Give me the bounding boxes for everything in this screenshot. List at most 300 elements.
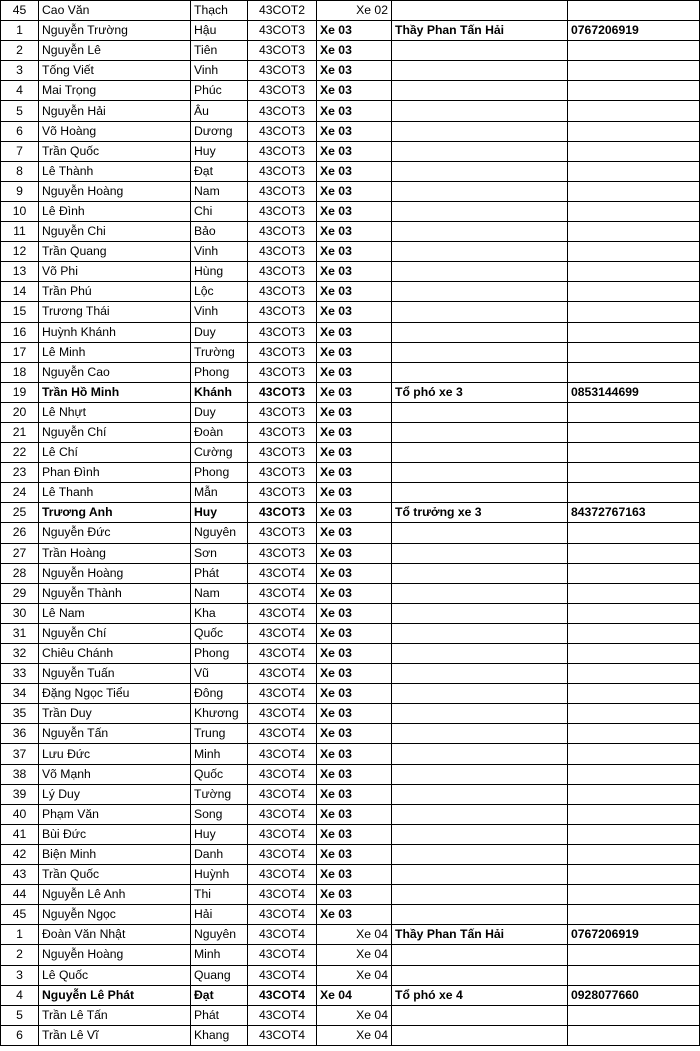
table-row [1,201,700,221]
given-name-cell: Vinh [191,242,248,262]
table-row [1,21,700,41]
phone-cell [568,41,700,61]
table-row [1,523,700,543]
surname-cell: Nguyễn Chi [39,222,191,242]
phone-cell [568,523,700,543]
role-cell [392,684,568,704]
role-cell [392,905,568,925]
row-number-cell: 19 [1,382,39,402]
table-row [1,61,700,81]
bus-cell: Xe 03 [317,523,392,543]
row-number-cell: 27 [1,543,39,563]
role-cell [392,422,568,442]
row-number-cell: 12 [1,242,39,262]
phone-cell [568,242,700,262]
bus-cell: Xe 03 [317,181,392,201]
class-cell: 43COT4 [248,905,317,925]
class-cell: 43COT3 [248,302,317,322]
table-row [1,483,700,503]
given-name-cell: Nguyên [191,523,248,543]
phone-cell [568,1025,700,1045]
phone-cell [568,222,700,242]
role-cell [392,181,568,201]
role-cell [392,81,568,101]
bus-cell: Xe 03 [317,121,392,141]
phone-cell [568,463,700,483]
row-number-cell: 39 [1,784,39,804]
class-cell: 43COT3 [248,262,317,282]
class-cell: 43COT4 [248,644,317,664]
table-row [1,181,700,201]
class-cell: 43COT3 [248,463,317,483]
given-name-cell: Huỳnh [191,865,248,885]
row-number-cell: 5 [1,1005,39,1025]
class-cell: 43COT3 [248,101,317,121]
row-number-cell: 2 [1,41,39,61]
given-name-cell: Phát [191,563,248,583]
row-number-cell: 18 [1,362,39,382]
class-cell: 43COT3 [248,61,317,81]
given-name-cell: Trường [191,342,248,362]
phone-cell [568,362,700,382]
bus-cell: Xe 03 [317,41,392,61]
given-name-cell: Duy [191,402,248,422]
given-name-cell: Huy [191,824,248,844]
class-cell: 43COT4 [248,684,317,704]
surname-cell: Lưu Đức [39,744,191,764]
given-name-cell: Khánh [191,382,248,402]
bus-cell: Xe 03 [317,21,392,41]
phone-cell: 0853144699 [568,382,700,402]
bus-cell: Xe 03 [317,302,392,322]
table-row [1,41,700,61]
surname-cell: Nguyễn Thành [39,583,191,603]
bus-cell: Xe 03 [317,684,392,704]
given-name-cell: Lộc [191,282,248,302]
class-cell: 43COT3 [248,181,317,201]
bus-cell: Xe 03 [317,503,392,523]
surname-cell: Nguyễn Cao [39,362,191,382]
row-number-cell: 3 [1,61,39,81]
surname-cell: Lê Thành [39,161,191,181]
bus-cell: Xe 03 [317,905,392,925]
role-cell [392,121,568,141]
bus-cell: Xe 04 [317,965,392,985]
row-number-cell: 15 [1,302,39,322]
row-number-cell: 43 [1,865,39,885]
surname-cell: Lê Thanh [39,483,191,503]
phone-cell [568,563,700,583]
given-name-cell: Quốc [191,623,248,643]
surname-cell: Nguyễn Lê [39,41,191,61]
row-number-cell: 29 [1,583,39,603]
role-cell [392,523,568,543]
row-number-cell: 17 [1,342,39,362]
bus-cell: Xe 03 [317,262,392,282]
phone-cell: 0767206919 [568,925,700,945]
role-cell [392,844,568,864]
class-cell: 43COT4 [248,744,317,764]
table-row [1,1025,700,1045]
role-cell: Tổ trưởng xe 3 [392,503,568,523]
surname-cell: Phan Đình [39,463,191,483]
bus-cell: Xe 03 [317,865,392,885]
class-cell: 43COT3 [248,21,317,41]
row-number-cell: 45 [1,1,39,21]
row-number-cell: 41 [1,824,39,844]
table-row [1,81,700,101]
phone-cell [568,724,700,744]
class-cell: 43COT4 [248,844,317,864]
surname-cell: Nguyễn Ngọc [39,905,191,925]
role-cell [392,402,568,422]
given-name-cell: Phát [191,1005,248,1025]
bus-cell: Xe 03 [317,744,392,764]
table-body [1,1,700,1046]
class-cell: 43COT4 [248,784,317,804]
bus-cell: Xe 04 [317,1005,392,1025]
role-cell [392,885,568,905]
surname-cell: Mai Trọng [39,81,191,101]
given-name-cell: Phong [191,644,248,664]
class-cell: 43COT4 [248,925,317,945]
row-number-cell: 7 [1,141,39,161]
table-row [1,362,700,382]
table-row [1,925,700,945]
table-row [1,985,700,1005]
phone-cell [568,664,700,684]
given-name-cell: Nam [191,181,248,201]
bus-cell: Xe 03 [317,623,392,643]
phone-cell [568,784,700,804]
role-cell: Tổ phó xe 4 [392,985,568,1005]
class-cell: 43COT4 [248,664,317,684]
surname-cell: Trần Hồ Minh [39,382,191,402]
bus-cell: Xe 04 [317,945,392,965]
role-cell [392,201,568,221]
class-cell: 43COT3 [248,322,317,342]
role-cell [392,342,568,362]
bus-cell: Xe 03 [317,483,392,503]
class-cell: 43COT2 [248,1,317,21]
class-cell: 43COT4 [248,1025,317,1045]
table-row [1,222,700,242]
given-name-cell: Kha [191,603,248,623]
surname-cell: Lý Duy [39,784,191,804]
table-row [1,784,700,804]
given-name-cell: Quốc [191,764,248,784]
phone-cell [568,121,700,141]
phone-cell [568,201,700,221]
surname-cell: Trần Phú [39,282,191,302]
surname-cell: Trần Duy [39,704,191,724]
row-number-cell: 37 [1,744,39,764]
phone-cell [568,543,700,563]
surname-cell: Huỳnh Khánh [39,322,191,342]
row-number-cell: 9 [1,181,39,201]
role-cell: Thầy Phan Tấn Hải [392,925,568,945]
bus-cell: Xe 03 [317,764,392,784]
row-number-cell: 3 [1,965,39,985]
row-number-cell: 31 [1,623,39,643]
role-cell [392,483,568,503]
surname-cell: Phạm Văn [39,804,191,824]
phone-cell [568,824,700,844]
table-row [1,905,700,925]
surname-cell: Nguyễn Chí [39,623,191,643]
class-cell: 43COT3 [248,342,317,362]
bus-cell: Xe 03 [317,362,392,382]
class-cell: 43COT3 [248,121,317,141]
surname-cell: Đặng Ngọc Tiểu [39,684,191,704]
table-row [1,704,700,724]
bus-cell: Xe 04 [317,1025,392,1045]
row-number-cell: 6 [1,1025,39,1045]
role-cell [392,61,568,81]
surname-cell: Lê Minh [39,342,191,362]
role-cell [392,965,568,985]
phone-cell [568,844,700,864]
row-number-cell: 2 [1,945,39,965]
bus-cell: Xe 03 [317,402,392,422]
phone-cell [568,61,700,81]
row-number-cell: 28 [1,563,39,583]
class-cell: 43COT3 [248,483,317,503]
given-name-cell: Huy [191,141,248,161]
table-row [1,1,700,21]
class-cell: 43COT4 [248,583,317,603]
given-name-cell: Bảo [191,222,248,242]
phone-cell: 84372767163 [568,503,700,523]
surname-cell: Nguyễn Chí [39,422,191,442]
surname-cell: Võ Phi [39,262,191,282]
surname-cell: Trần Lê Vĩ [39,1025,191,1045]
bus-cell: Xe 03 [317,443,392,463]
phone-cell: 0767206919 [568,21,700,41]
phone-cell [568,905,700,925]
phone-cell [568,322,700,342]
class-cell: 43COT3 [248,362,317,382]
surname-cell: Trần Hoàng [39,543,191,563]
bus-cell: Xe 03 [317,242,392,262]
row-number-cell: 38 [1,764,39,784]
table-row [1,684,700,704]
role-cell [392,302,568,322]
class-cell: 43COT3 [248,242,317,262]
role-cell [392,583,568,603]
given-name-cell: Âu [191,101,248,121]
row-number-cell: 14 [1,282,39,302]
class-cell: 43COT4 [248,704,317,724]
class-cell: 43COT4 [248,985,317,1005]
given-name-cell: Danh [191,844,248,864]
surname-cell: Nguyễn Đức [39,523,191,543]
surname-cell: Tống Viết [39,61,191,81]
bus-cell: Xe 03 [317,342,392,362]
role-cell [392,644,568,664]
row-number-cell: 25 [1,503,39,523]
class-cell: 43COT4 [248,563,317,583]
class-cell: 43COT3 [248,161,317,181]
surname-cell: Võ Hoàng [39,121,191,141]
row-number-cell: 42 [1,844,39,864]
table-row [1,885,700,905]
given-name-cell: Khang [191,1025,248,1045]
surname-cell: Lê Nhựt [39,402,191,422]
class-cell: 43COT4 [248,824,317,844]
table-row [1,242,700,262]
table-row [1,382,700,402]
class-cell: 43COT4 [248,965,317,985]
given-name-cell: Đông [191,684,248,704]
bus-cell: Xe 02 [317,1,392,21]
table-row [1,804,700,824]
table-row [1,865,700,885]
role-cell [392,865,568,885]
bus-cell: Xe 03 [317,282,392,302]
given-name-cell: Khương [191,704,248,724]
row-number-cell: 20 [1,402,39,422]
row-number-cell: 8 [1,161,39,181]
phone-cell [568,181,700,201]
bus-cell: Xe 03 [317,161,392,181]
row-number-cell: 24 [1,483,39,503]
phone-cell [568,603,700,623]
table-row [1,342,700,362]
bus-cell: Xe 03 [317,61,392,81]
given-name-cell: Nam [191,583,248,603]
given-name-cell: Vinh [191,302,248,322]
surname-cell: Trần Lê Tấn [39,1005,191,1025]
phone-cell [568,141,700,161]
phone-cell [568,965,700,985]
row-number-cell: 33 [1,664,39,684]
role-cell [392,101,568,121]
class-cell: 43COT3 [248,41,317,61]
surname-cell: Lê Nam [39,603,191,623]
given-name-cell: Vinh [191,61,248,81]
role-cell [392,322,568,342]
given-name-cell: Hùng [191,262,248,282]
row-number-cell: 11 [1,222,39,242]
given-name-cell: Thạch [191,1,248,21]
bus-cell: Xe 03 [317,222,392,242]
class-cell: 43COT4 [248,623,317,643]
role-cell [392,222,568,242]
role-cell [392,1005,568,1025]
table-row [1,282,700,302]
given-name-cell: Song [191,804,248,824]
row-number-cell: 21 [1,422,39,442]
surname-cell: Trần Quốc [39,141,191,161]
row-number-cell: 40 [1,804,39,824]
role-cell [392,664,568,684]
class-cell: 43COT3 [248,201,317,221]
bus-cell: Xe 03 [317,543,392,563]
table-row [1,101,700,121]
row-number-cell: 34 [1,684,39,704]
surname-cell: Nguyễn Hải [39,101,191,121]
table-row [1,603,700,623]
given-name-cell: Đạt [191,161,248,181]
bus-cell: Xe 03 [317,382,392,402]
role-cell [392,41,568,61]
surname-cell: Nguyễn Hoàng [39,181,191,201]
bus-cell: Xe 03 [317,644,392,664]
role-cell [392,824,568,844]
given-name-cell: Tường [191,784,248,804]
class-cell: 43COT4 [248,945,317,965]
bus-cell: Xe 03 [317,201,392,221]
surname-cell: Biện Minh [39,844,191,864]
class-cell: 43COT4 [248,1005,317,1025]
bus-cell: Xe 03 [317,603,392,623]
role-cell [392,744,568,764]
phone-cell [568,342,700,362]
surname-cell: Nguyễn Trường [39,21,191,41]
phone-cell [568,483,700,503]
class-cell: 43COT3 [248,81,317,101]
bus-cell: Xe 03 [317,322,392,342]
row-number-cell: 35 [1,704,39,724]
surname-cell: Lê Quốc [39,965,191,985]
class-cell: 43COT4 [248,724,317,744]
surname-cell: Võ Mạnh [39,764,191,784]
class-cell: 43COT4 [248,764,317,784]
row-number-cell: 22 [1,443,39,463]
surname-cell: Bùi Đức [39,824,191,844]
table-row [1,724,700,744]
phone-cell [568,704,700,724]
table-row [1,262,700,282]
phone-cell [568,684,700,704]
class-cell: 43COT3 [248,543,317,563]
surname-cell: Chiêu Chánh [39,644,191,664]
phone-cell [568,1,700,21]
role-cell [392,161,568,181]
given-name-cell: Tiên [191,41,248,61]
table-row [1,402,700,422]
surname-cell: Cao Văn [39,1,191,21]
role-cell [392,804,568,824]
row-number-cell: 16 [1,322,39,342]
class-cell: 43COT3 [248,443,317,463]
phone-cell [568,1005,700,1025]
phone-cell [568,422,700,442]
given-name-cell: Hậu [191,21,248,41]
bus-cell: Xe 04 [317,985,392,1005]
row-number-cell: 4 [1,81,39,101]
surname-cell: Đoàn Văn Nhật [39,925,191,945]
given-name-cell: Vũ [191,664,248,684]
bus-cell: Xe 03 [317,583,392,603]
bus-cell: Xe 03 [317,664,392,684]
table-row [1,161,700,181]
role-cell [392,1025,568,1045]
given-name-cell: Đạt [191,985,248,1005]
role-cell [392,242,568,262]
table-row [1,443,700,463]
class-cell: 43COT3 [248,503,317,523]
bus-cell: Xe 03 [317,101,392,121]
table-row [1,623,700,643]
role-cell [392,784,568,804]
class-cell: 43COT3 [248,222,317,242]
bus-cell: Xe 03 [317,81,392,101]
table-row [1,503,700,523]
table-row [1,644,700,664]
role-cell [392,563,568,583]
